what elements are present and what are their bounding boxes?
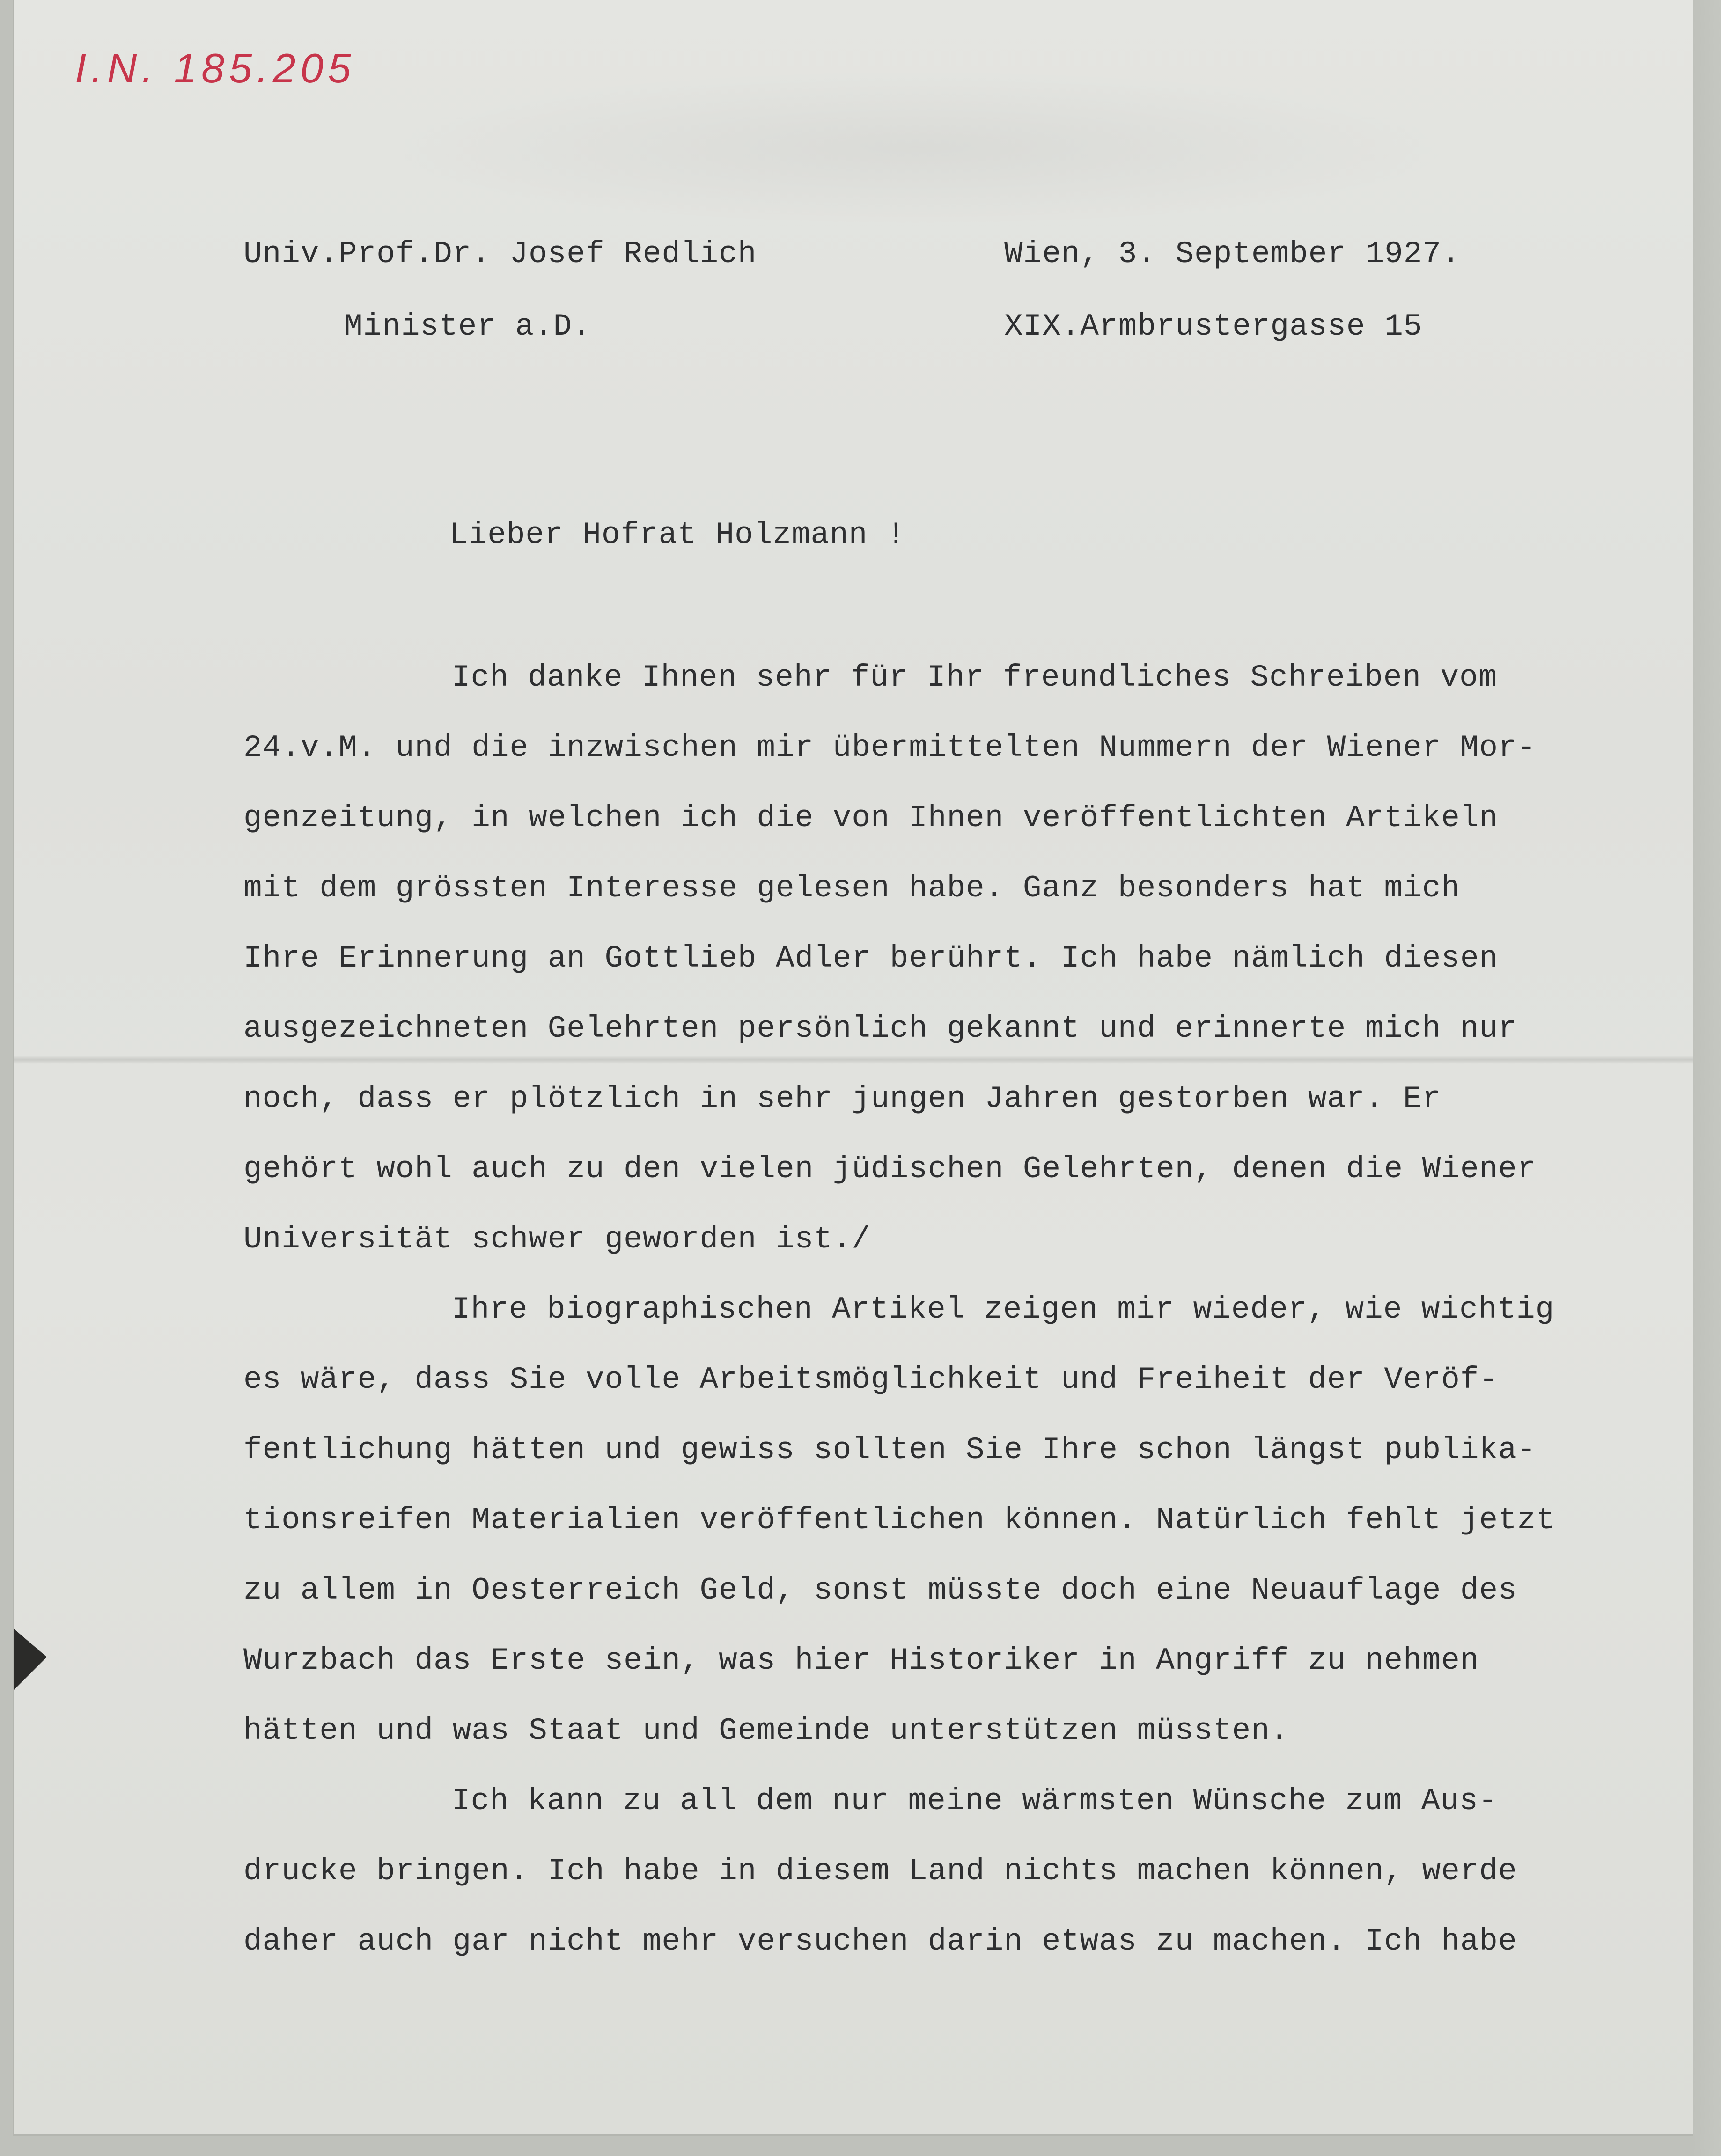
body-line: Universität schwer geworden ist./ [243, 1222, 871, 1257]
body-line: tionsreifen Materialien veröffentlichen können. Natürlich fehlt jetzt [243, 1503, 1555, 1538]
body-line: mit dem grössten Interesse gelesen habe. Ganz besonders hat mich [243, 871, 1460, 906]
salutation: Lieber Hofrat Holzmann ! [449, 517, 906, 552]
sender-name: Univ.Prof.Dr. Josef Redlich [243, 236, 757, 271]
body-line: Ihre Erinnerung an Gottlieb Adler berührt. Ich habe nämlich diesen [243, 941, 1499, 976]
body-line: es wäre, dass Sie volle Arbeitsmöglichkeit und Freiheit der Veröf- [243, 1362, 1499, 1397]
body-line: Ihre biographischen Artikel zeigen mir wieder, wie wichtig [452, 1292, 1555, 1327]
body-line: Ich danke Ihnen sehr für Ihr freundliches Schreiben vom [452, 660, 1498, 695]
body-line: zu allem in Oesterreich Geld, sonst müsste doch eine Neuauflage des [243, 1573, 1517, 1608]
body-line: daher auch gar nicht mehr versuchen darin etwas zu machen. Ich habe [243, 1924, 1517, 1959]
body-line: noch, dass er plötzlich in sehr jungen Jahren gestorben war. Er [243, 1081, 1442, 1116]
body-line: fentlichung hätten und gewiss sollten Sie Ihre schon längst publika- [243, 1432, 1537, 1467]
body-line: genzeitung, in welchen ich die von Ihnen veröffentlichten Artikeln [243, 800, 1499, 836]
body-line: drucke bringen. Ich habe in diesem Land nichts machen können, werde [243, 1854, 1517, 1889]
body-line: Wurzbach das Erste sein, was hier Historiker in Angriff zu nehmen [243, 1643, 1479, 1678]
body-line: ausgezeichneten Gelehrten persönlich gekannt und erinnerte mich nur [243, 1011, 1517, 1046]
body-line: gehört wohl auch zu den vielen jüdischen Gelehrten, denen die Wiener [243, 1151, 1537, 1187]
scan-background-edge [1693, 0, 1721, 2156]
body-line: 24.v.M. und die inzwischen mir übermittelten Nummern der Wiener Mor- [243, 730, 1537, 765]
body-line: hätten und was Staat und Gemeinde unterstützen müssten. [243, 1713, 1289, 1748]
letter-date: Wien, 3. September 1927. [1004, 236, 1461, 271]
sender-address: XIX.Armbrustergasse 15 [1004, 309, 1423, 344]
sender-title: Minister a.D. [344, 309, 591, 344]
torn-edge [14, 1629, 47, 1690]
body-line: Ich kann zu all dem nur meine wärmsten Wünsche zum Aus- [452, 1783, 1498, 1819]
letter-sheet [14, 0, 1696, 2134]
archive-number: I.N. 185.205 [75, 45, 356, 91]
